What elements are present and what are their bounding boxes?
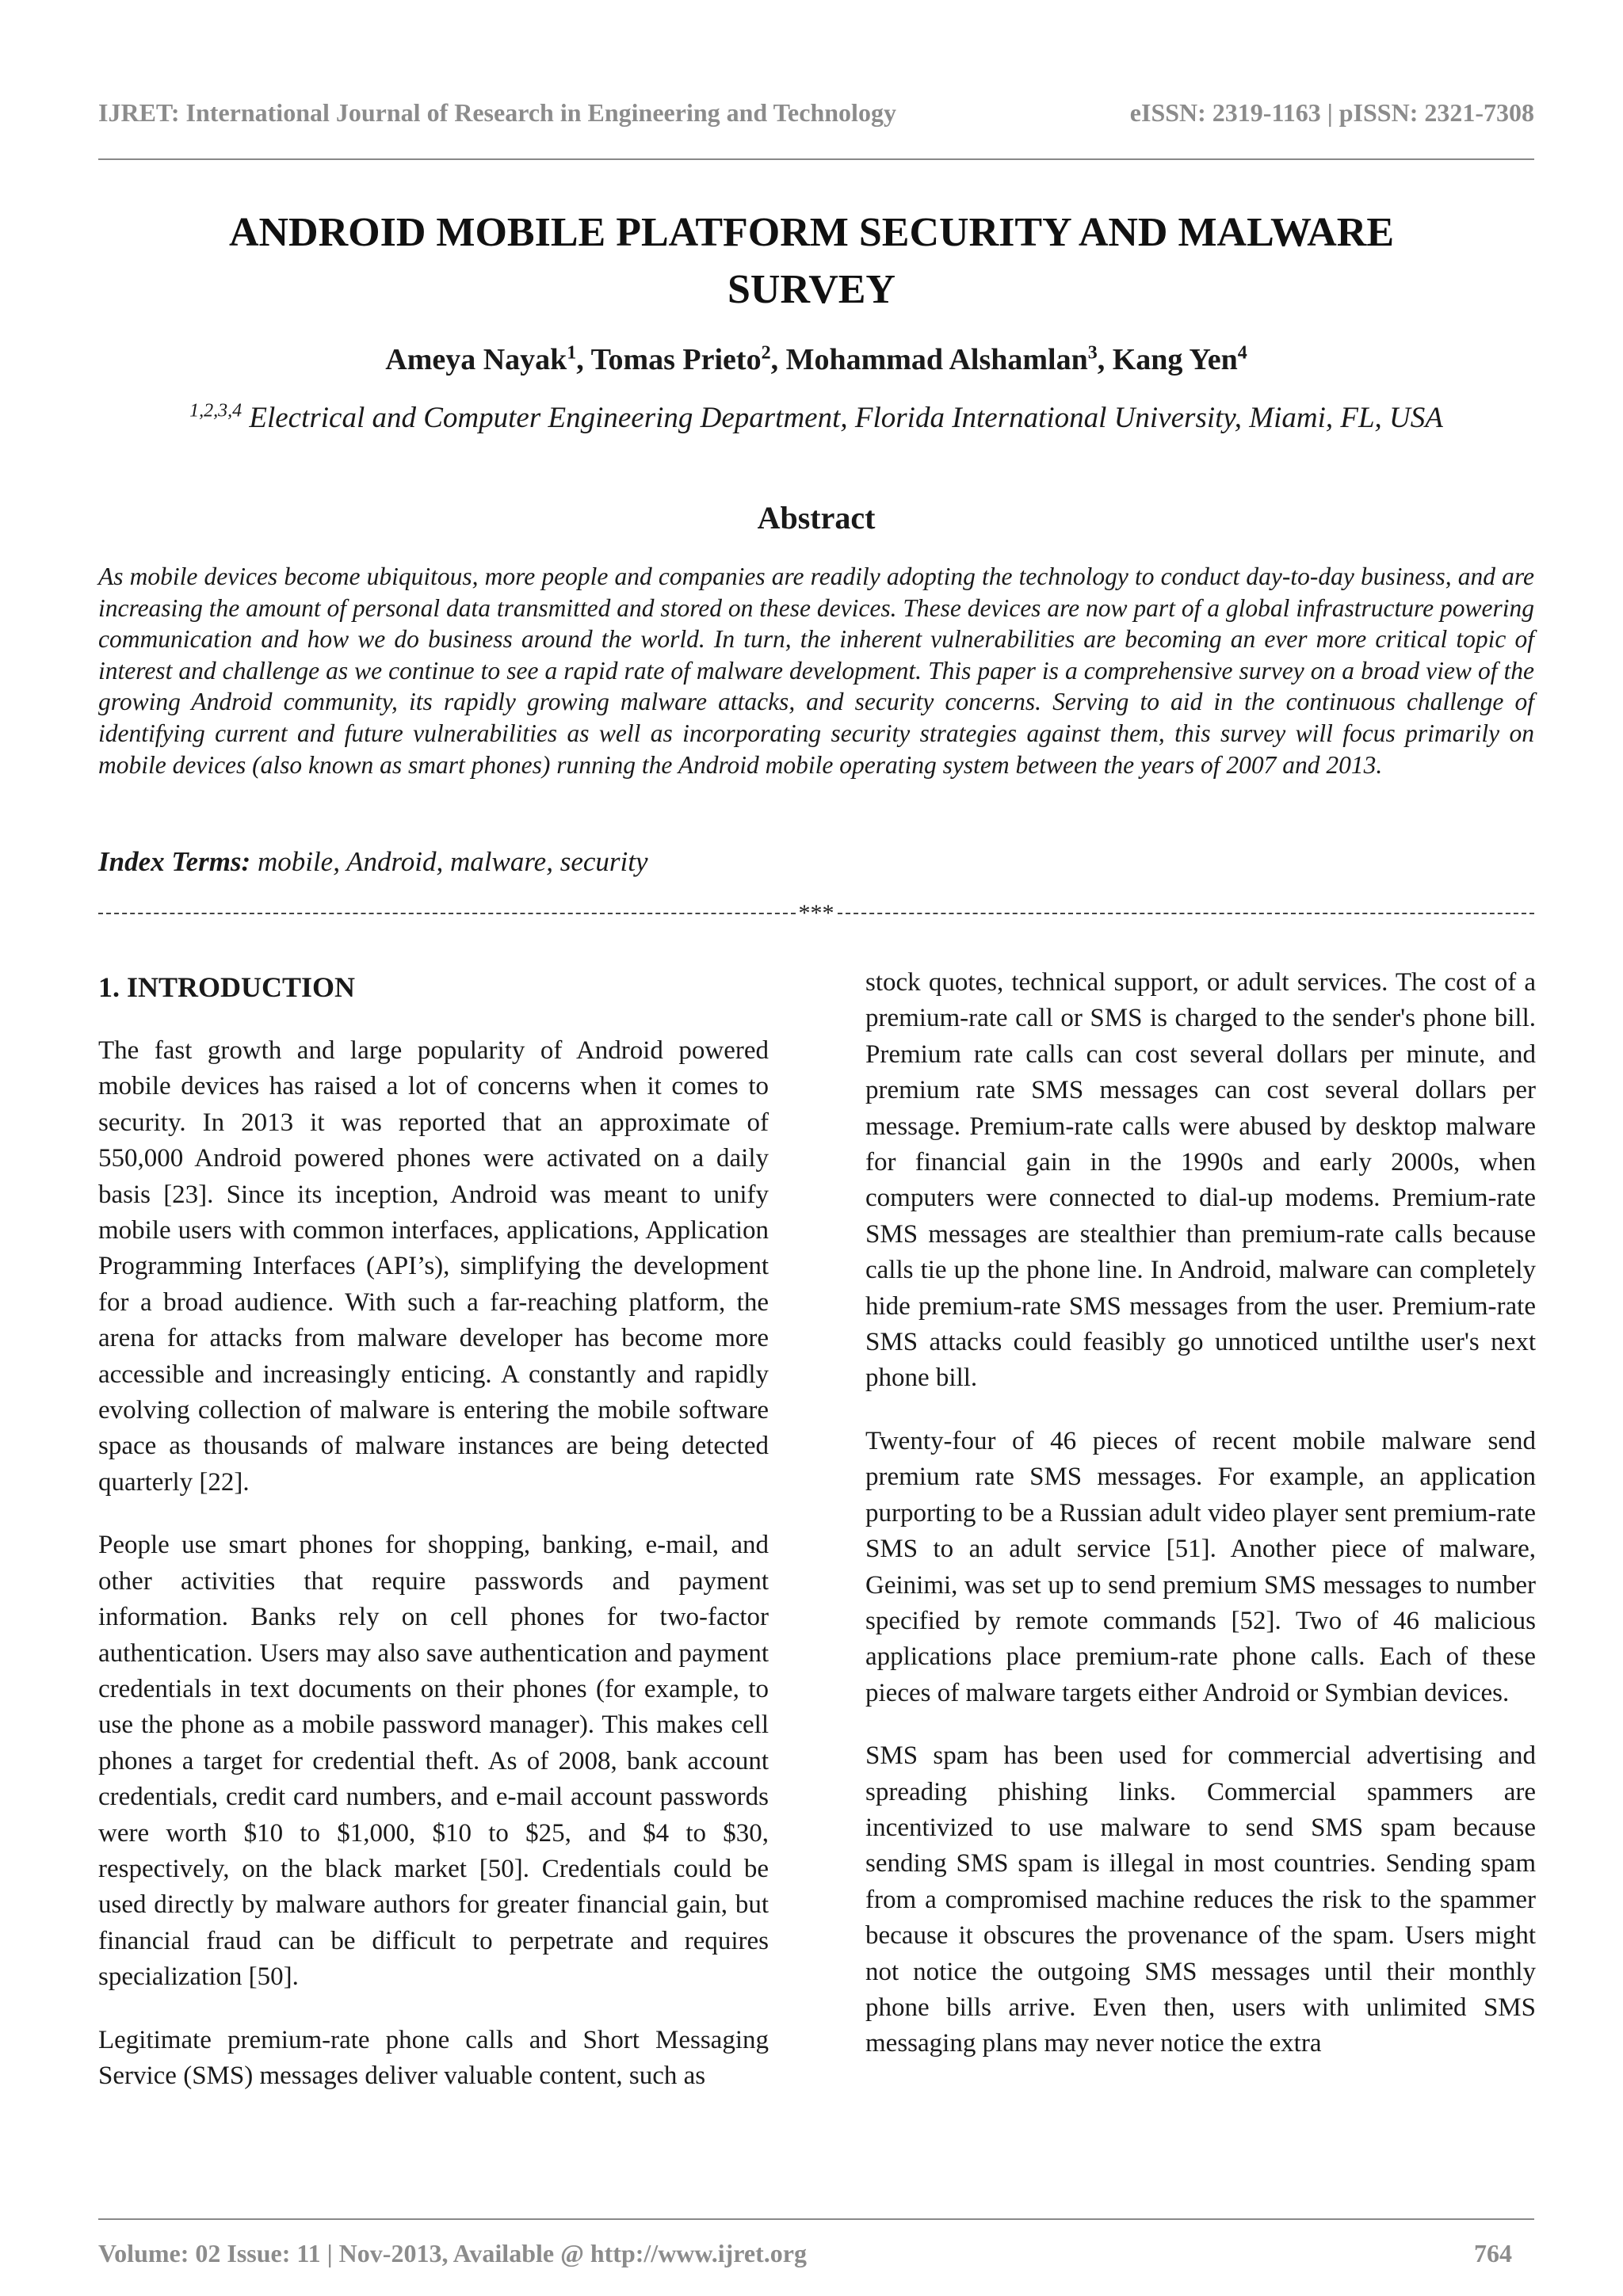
divider-stars: *** <box>798 900 834 926</box>
issn: eISSN: 2319-1163 | pISSN: 2321-7308 <box>1129 98 1534 127</box>
abstract-text: As mobile devices become ubiquitous, more people and companies are readily adopting the technology to conduct day-to-day business, and are increasing the amount of personal data transmitted and stored on these devices. These devices are now part of a global infrastructure powering communication and how we do business around the world. In turn, the inherent vulnerabilities are becoming an ever more critical topic of interest and challenge as we continue to see a rapid rate of malware development. This paper is a comprehensive survey on a broad view of the growing Android community, its rapidly growing malware attacks, and security concerns. Serving to aid in the continuous challenge of identifying current and future vulnerabilities as well as incorporating security strategies against them, this survey will focus primarily on mobile devices (also known as smart phones) running the Android mobile operating system between the years of 2007 and 2013. <box>98 563 1534 779</box>
section-heading: 1. INTRODUCTION <box>98 971 356 1003</box>
body-paragraph: People use smart phones for shopping, banking, e-mail, and other activities that require passwords and payment information. Banks rely on cell phones for two-factor authentication. Users may also save authentication and payment credentials in text documents on their phones (for example, to use the phone as a mobile password manager). This makes cell phones a target for credential theft. As of 2008, bank account credentials, credit card numbers, and e-mail account passwords were worth $10 to $1,000, $10 to $25, and $4 to $30, respectively, on the black market [50]. Credentials could be used directly by malware authors for greater financial gain, but financial fraud can be difficult to perpetrate and requires specialization [50]. <box>98 1531 769 1992</box>
paper-title: ANDROID MOBILE PLATFORM SECURITY AND MALWARE SURVEY <box>228 210 1395 312</box>
page-number: 764 <box>1474 2239 1512 2267</box>
body-paragraph: SMS spam has been used for commercial advertising and spreading phishing links. Commercial spammers are incentivized to use malware to send SMS spam because sending SMS spam is illegal in most countries. Sending spam from a compromised machine reduces the risk to the spammer because it obscures the provenance of the spam. Users might not notice the outgoing SMS messages until their monthly phone bills arrive. Even then, users with unlimited SMS messaging plans may never notice the extra <box>865 1741 1536 2058</box>
author: Kang Yen$^4$ <box>1112 342 1247 376</box>
author: Tomas Prieto$^2$, <box>590 342 786 376</box>
index-terms-list: mobile, Android, malware, security <box>250 846 648 877</box>
right-column <box>865 965 1536 2089</box>
affiliation-text: Electrical and Computer Engineering Department, Florida International University, Miami, FL, USA <box>249 402 1443 434</box>
body-paragraph: The fast growth and large popularity of Android powered mobile devices has raised a lot of concerns when it comes to security. In 2013 it was reported that an approximate of 550,000 Android powered phones were activated on a daily basis [23]. Since its inception, Android was meant to unify mobile users with common interfaces, applications, Application Programming Interfaces (API’s), simplifying the development for a broad audience. With such a far-reaching platform, the arena for attacks from malware developer has become more accessible and increasingly enticing. A constantly and rapidly evolving collection of malware is entering the mobile software space as thousands of malware instances are being detected quarterly [22]. <box>98 1036 769 1497</box>
author: Ameya Nayak$^1$, <box>385 342 591 376</box>
left-column <box>98 968 769 2121</box>
journal-name: IJRET: International Journal of Research in Engineering and Technology <box>98 98 896 127</box>
body-paragraph: Twenty-four of 46 pieces of recent mobile malware send premium rate SMS messages. For example, an application purporting to be a Russian adult video player sent premium-rate SMS to an adult service [51]. Another piece of malware, Geinimi, was set up to send premium SMS messages to number specified by remote commands [52]. Two of 46 malicious applications place premium-rate phone calls. Each of these pieces of malware targets either Android or Symbian devices. <box>865 1426 1536 1707</box>
body-paragraph: stock quotes, technical support, or adult services. The cost of a premium-rate call or SMS is charged to the sender's phone bill. Premium rate calls can cost several dollars per minute, and premium rate SMS messages can cost several dollars per message. Premium-rate calls were abused by desktop malware for financial gain in the 1990s and early 2000s, when computers were connected to dial-up modems. Premium-rate SMS messages are stealthier than premium-rate calls because calls tie up the phone line. In Android, malware can completely hide premium-rate SMS messages from the user. Premium-rate SMS attacks could feasibly go unnoticed untilthe user's next phone bill. <box>865 968 1536 1393</box>
running-footer <box>98 2239 1512 2268</box>
header-divider <box>98 158 1534 160</box>
affiliation <box>98 401 1534 435</box>
index-terms-label: Index Terms: <box>98 846 251 877</box>
abstract-heading: Abstract <box>757 500 876 536</box>
affiliation-markers: 1,2,3,4 <box>189 400 242 421</box>
section-divider <box>98 902 1534 925</box>
author-list <box>98 342 1534 377</box>
footer-divider <box>98 2218 1534 2220</box>
volume-info: Volume: 02 Issue: 11 | Nov-2013, Available @ http://www.ijret.org <box>98 2239 807 2267</box>
author: Mohammad Alshamlan$^3$, <box>785 342 1113 376</box>
body-paragraph: Legitimate premium-rate phone calls and Short Messaging Service (SMS) messages deliver valuable content, such as <box>98 2025 769 2090</box>
running-header <box>98 98 1534 128</box>
index-terms <box>98 846 1534 878</box>
